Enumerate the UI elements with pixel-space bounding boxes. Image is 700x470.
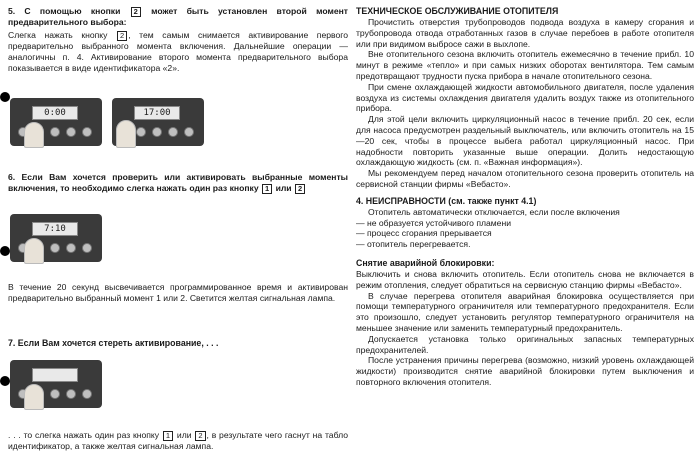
timer-button bbox=[184, 127, 194, 137]
step-7-body-a: . . . то слегка нажать один раз кнопку bbox=[8, 430, 160, 440]
timer-button bbox=[66, 389, 76, 399]
step-6-result-text: В течение 20 секунд высвечивается программированное время и активирован предварительно выбранный момент 1 или 2. Светится желтая сигнальная лампа. bbox=[8, 282, 348, 303]
timer-button bbox=[82, 243, 92, 253]
maintenance-para-5: Мы рекомендуем перед началом отопительного сезона проверить отопитель на сервисной станции фирмы «Вебасто». bbox=[356, 168, 694, 189]
step-5-text-b: может быть установлен второй момент предварительного выбора: bbox=[8, 6, 348, 27]
key-1-symbol: 1 bbox=[262, 184, 272, 194]
faults-heading: 4. НЕИСПРАВНОСТИ (см. также пункт 4.1) bbox=[356, 195, 537, 206]
heater-timer-panel-4 bbox=[10, 360, 102, 408]
key-2-symbol: 2 bbox=[195, 431, 205, 441]
margin-bullet bbox=[0, 246, 10, 256]
left-column bbox=[8, 6, 348, 73]
pressing-finger-icon bbox=[24, 238, 44, 264]
key-2-symbol: 2 bbox=[117, 31, 127, 41]
or-word: или bbox=[176, 430, 192, 440]
timer-button bbox=[50, 127, 60, 137]
timer-button bbox=[50, 389, 60, 399]
pressing-finger-icon bbox=[24, 122, 44, 148]
key-1-symbol: 1 bbox=[163, 431, 173, 441]
step-5-body-a: Слегка нажать кнопку bbox=[8, 30, 108, 40]
step-6-block bbox=[8, 172, 348, 194]
timer-display-4 bbox=[32, 368, 78, 382]
maintenance-para-1: Прочистить отверстия трубопроводов подвода воздуха в камеру сгорания и трубопровода отвода отработанных газов в случае перебоев в работе отопителя или при видимом выбросе сажи в выхлопе. bbox=[356, 17, 694, 49]
step-5-heading bbox=[8, 6, 348, 28]
heater-timer-panel-3 bbox=[10, 214, 102, 262]
pressing-finger-icon bbox=[24, 384, 44, 410]
step-7-body bbox=[8, 430, 348, 452]
unlock-para-2: В случае перегрева отопителя аварийная блокировка осуществляется при помощи температурного ограничителя или температурного предохранителя. Если это произошло, следует установить регулятор температурного ограничителя на меньшее значение или заменить температурный предохранитель. bbox=[356, 290, 694, 333]
step-6-text bbox=[8, 172, 348, 194]
timer-button bbox=[136, 127, 146, 137]
timer-display-3: 7:10 bbox=[32, 222, 78, 236]
fault-item: — отопитель перегревается. bbox=[356, 239, 471, 250]
unlock-para-4: После устранения причины перегрева (возможно, низкий уровень охлаждающей жидкости) производится снятие аварийной блокировки путем выключения и повторного включения отопителя. bbox=[356, 355, 694, 387]
maintenance-para-2: Вне отопительного сезона включить отопитель ежемесячно в течение прибл. 10 минут в режиме «тепло» и при самых низких оборотах вентилятора. Тем самым предотвращают трудности пуска прибора в начале отопительного сезона. bbox=[356, 49, 694, 81]
timer-button bbox=[82, 389, 92, 399]
timer-button bbox=[152, 127, 162, 137]
fault-item: — не образуется устойчивого пламени bbox=[356, 217, 512, 228]
unlock-heading: Снятие аварийной блокировки: bbox=[356, 257, 495, 268]
margin-bullet bbox=[0, 376, 10, 386]
timer-button bbox=[66, 127, 76, 137]
step-5-body-b: , тем самым снимается активирование первого предварительно выбранного момента включения. Дальнейшие операции — аналогичны п. 4. Активирование второго момента предварительного выбора показывается в виде идентификатора «2». bbox=[8, 30, 348, 73]
step-7-heading: 7. Если Вам хочется стереть активирование, . . . bbox=[8, 338, 219, 348]
timer-display-1: 0:00 bbox=[32, 106, 78, 120]
maintenance-para-4: Для этой цели включить циркуляционный насос в течение прибл. 20 сек, если для насоса предусмотрен раздельный выключатель, или включить отопитель на 15—20 сек, чтобы в процессе выбега работал циркуляционный насос. При надобности повторить указанные выше операции. Долить недостающую охлаждающую жидкость (см. п. «Важная информация»). bbox=[356, 114, 694, 168]
faults-intro: Отопитель автоматически отключается, если после включения bbox=[368, 206, 620, 217]
step-6-body: 6. Если Вам хочется проверить или активировать выбранные моменты включения, то необходимо слегка нажать один раз кнопку bbox=[8, 172, 348, 193]
timer-button bbox=[50, 243, 60, 253]
pressing-finger-icon bbox=[116, 120, 136, 148]
step-7-body-b: , в результате чего гаснут на табло идентификатор, а также желтая сигнальная лампа. bbox=[8, 430, 349, 451]
step-5-text-a: 5. С помощью кнопки bbox=[8, 6, 121, 16]
timer-button bbox=[66, 243, 76, 253]
margin-bullet bbox=[0, 92, 10, 102]
key-2-symbol: 2 bbox=[295, 184, 305, 194]
timer-display-2: 17:00 bbox=[134, 106, 180, 120]
or-word: или bbox=[275, 182, 292, 193]
unlock-para-1: Выключить и снова включить отопитель. Если отопитель снова не включается в режим отопления, следует обратиться на сервисную станцию фирмы «Вебасто». bbox=[356, 268, 694, 290]
maintenance-para-3: При смене охлаждающей жидкости автомобильного двигателя, после удаления воздуха из системы охлаждения двигателя удалить воздух также из отопительного прибора. bbox=[356, 81, 694, 114]
step-6-result bbox=[8, 282, 348, 304]
timer-button bbox=[82, 127, 92, 137]
key-2-symbol: 2 bbox=[131, 7, 141, 17]
step-7-heading-block bbox=[8, 338, 348, 349]
fault-item: — процесс сгорания прерывается bbox=[356, 228, 492, 239]
heater-timer-panel-2 bbox=[112, 98, 204, 146]
step-5-body bbox=[8, 30, 348, 73]
timer-button bbox=[168, 127, 178, 137]
unlock-para-3: Допускается установка только оригинальных запасных температурных предохранителей. bbox=[356, 333, 694, 355]
right-column bbox=[356, 6, 694, 388]
heater-timer-panel-1 bbox=[10, 98, 102, 146]
maintenance-title: ТЕХНИЧЕСКОЕ ОБСЛУЖИВАНИЕ ОТОПИТЕЛЯ bbox=[356, 6, 559, 16]
step-7-body-block bbox=[8, 430, 348, 452]
